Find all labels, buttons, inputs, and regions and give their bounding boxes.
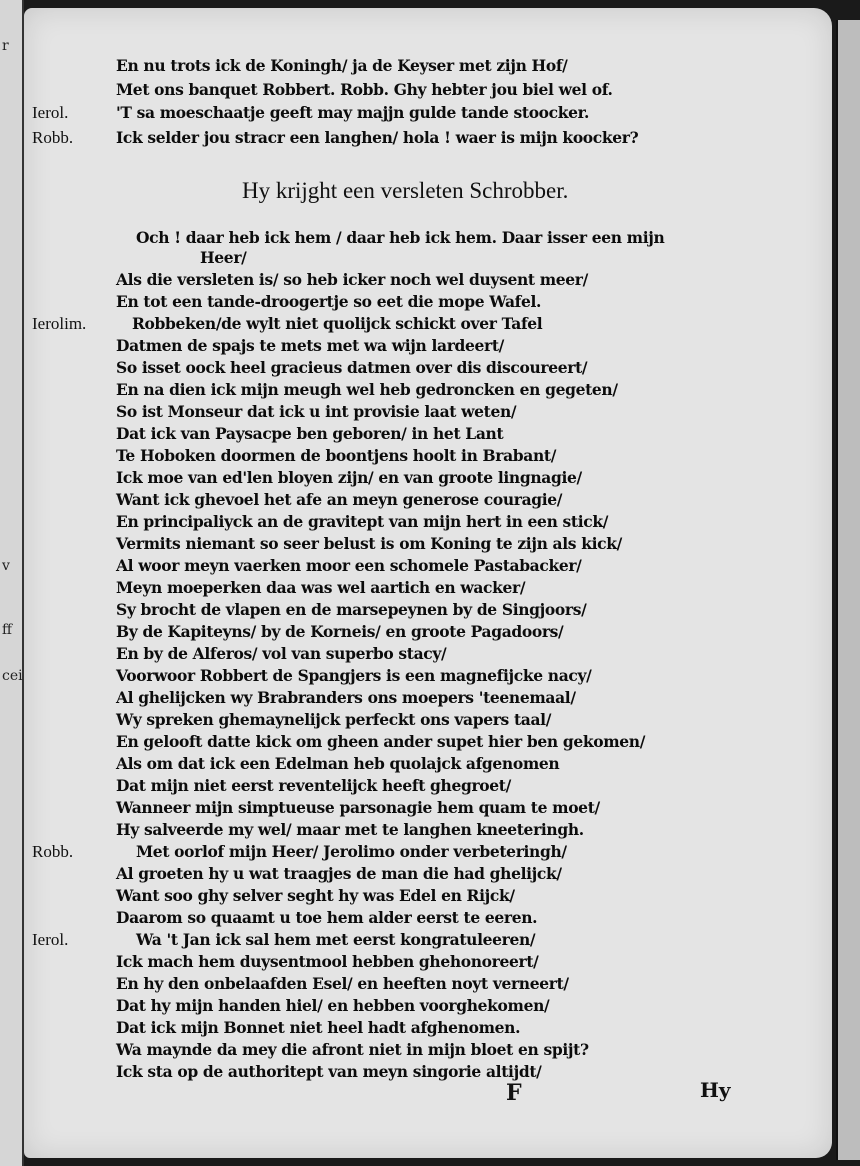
verse-line: Want soo ghy selver seght hy was Edel en Rijck/ [116,886,515,905]
verse-line: Ick sta op de authoritept van meyn singorie altijdt/ [116,1062,542,1081]
verse-line: En gelooft datte kick om gheen ander supet hier ben gekomen/ [116,732,646,751]
catchword: Hy [700,1078,731,1102]
verse-line: En na dien ick mijn meugh wel heb gedroncken en gegeten/ [116,380,618,399]
verse-line: Want ick ghevoel het afe an meyn generose couragie/ [116,490,563,509]
margin-fragment: v [2,558,10,574]
verse-line: Als om dat ick een Edelman heb quolajck afgenomen [116,754,560,773]
verse-line: Sy brocht de vlapen en de marsepeynen by de Singjoors/ [116,600,587,619]
verse-line: Ick mach hem duysentmool hebben ghehonoreert/ [116,952,539,971]
margin-fragment: r [2,38,9,54]
verse-line: Dat ick mijn Bonnet niet heel hadt afghenomen. [116,1018,521,1037]
verse-line: Als die versleten is/ so heb icker noch wel duysent meer/ [116,270,588,289]
margin-fragment: cei [2,668,23,684]
speaker-label: Robb. [32,128,74,147]
verse-line: Wa 't Jan ick sal hem met eerst kongratuleeren/ [136,930,536,949]
verse-line: En principaliyck an de gravitept van mijn hert in een stick/ [116,512,609,531]
verse-line: Och ! daar heb ick hem / daar heb ick hem. Daar isser een mijn [136,228,665,247]
book-page [24,8,832,1158]
verse-line: En nu trots ick de Koningh/ ja de Keyser met zijn Hof/ [116,56,568,75]
verse-line: 'T sa moeschaatje geeft may majjn gulde tande stoocker. [116,103,590,122]
verse-line: Heer/ [200,248,247,267]
verse-line: Dat mijn niet eerst reventelijck heeft ghegroet/ [116,776,511,795]
speaker-label: Ierol. [32,103,69,122]
speaker-label: Ierol. [32,930,69,949]
verse-line: Datmen de spajs te mets met wa wijn lardeert/ [116,336,504,355]
verse-line: Meyn moeperken daa was wel aartich en wacker/ [116,578,526,597]
verse-line: Wanneer mijn simptueuse parsonagie hem quam te moet/ [116,798,600,817]
verse-line: Al ghelijcken wy Brabranders ons moepers 'teenemaal/ [116,688,576,707]
verse-line: En tot een tande-droogertje so eet die mope Wafel. [116,292,542,311]
page-fore-edge [836,20,860,1160]
verse-line: Vermits niemant so seer belust is om Koning te zijn als kick/ [116,534,622,553]
verse-line: Robbeken/de wylt niet quolijck schickt over Tafel [132,314,543,333]
verse-line: Al woor meyn vaerken moor een schomele Pastabacker/ [116,556,582,575]
verse-line: Wy spreken ghemaynelijck perfeckt ons vapers taal/ [116,710,552,729]
verse-line: Voorwoor Robbert de Spangjers is een magnefijcke nacy/ [116,666,592,685]
speaker-label: Robb. [32,842,74,861]
verse-line: Dat hy mijn handen hiel/ en hebben voorghekomen/ [116,996,550,1015]
verse-line: So isset oock heel gracieus datmen over dis discoureert/ [116,358,588,377]
verse-line: Ick moe van ed'len bloyen zijn/ en van groote lingnagie/ [116,468,582,487]
adjacent-page-edge [0,0,24,1166]
verse-line: So ist Monseur dat ick u int provisie laat weten/ [116,402,517,421]
verse-line: Te Hoboken doormen de boontjens hoolt in Brabant/ [116,446,557,465]
verse-line: Ick selder jou stracr een langhen/ hola ! waer is mijn koocker? [116,128,639,147]
verse-line: Al groeten hy u wat traagjes de man die had ghelijck/ [116,864,562,883]
verse-line: Met ons banquet Robbert. Robb. Ghy hebter jou biel wel of. [116,80,613,99]
verse-line: En by de Alferos/ vol van superbo stacy/ [116,644,447,663]
verse-line: Dat ick van Paysacpe ben geboren/ in het Lant [116,424,504,443]
verse-line: En hy den onbelaafden Esel/ en heeften noyt verneert/ [116,974,569,993]
verse-line: Daarom so quaamt u toe hem alder eerst te eeren. [116,908,538,927]
margin-fragment: ff [2,622,12,638]
stage-direction: Hy krijght een versleten Schrobber. [242,178,569,203]
verse-line: Met oorlof mijn Heer/ Jerolimo onder verbeteringh/ [136,842,567,861]
signature-mark: F [506,1080,522,1106]
verse-line: By de Kapiteyns/ by de Korneis/ en groote Pagadoors/ [116,622,564,641]
speaker-label: Ierolim. [32,314,87,333]
verse-line: Wa maynde da mey die afront niet in mijn bloet en spijt? [116,1040,589,1059]
verse-line: Hy salveerde my wel/ maar met te langhen kneeteringh. [116,820,584,839]
